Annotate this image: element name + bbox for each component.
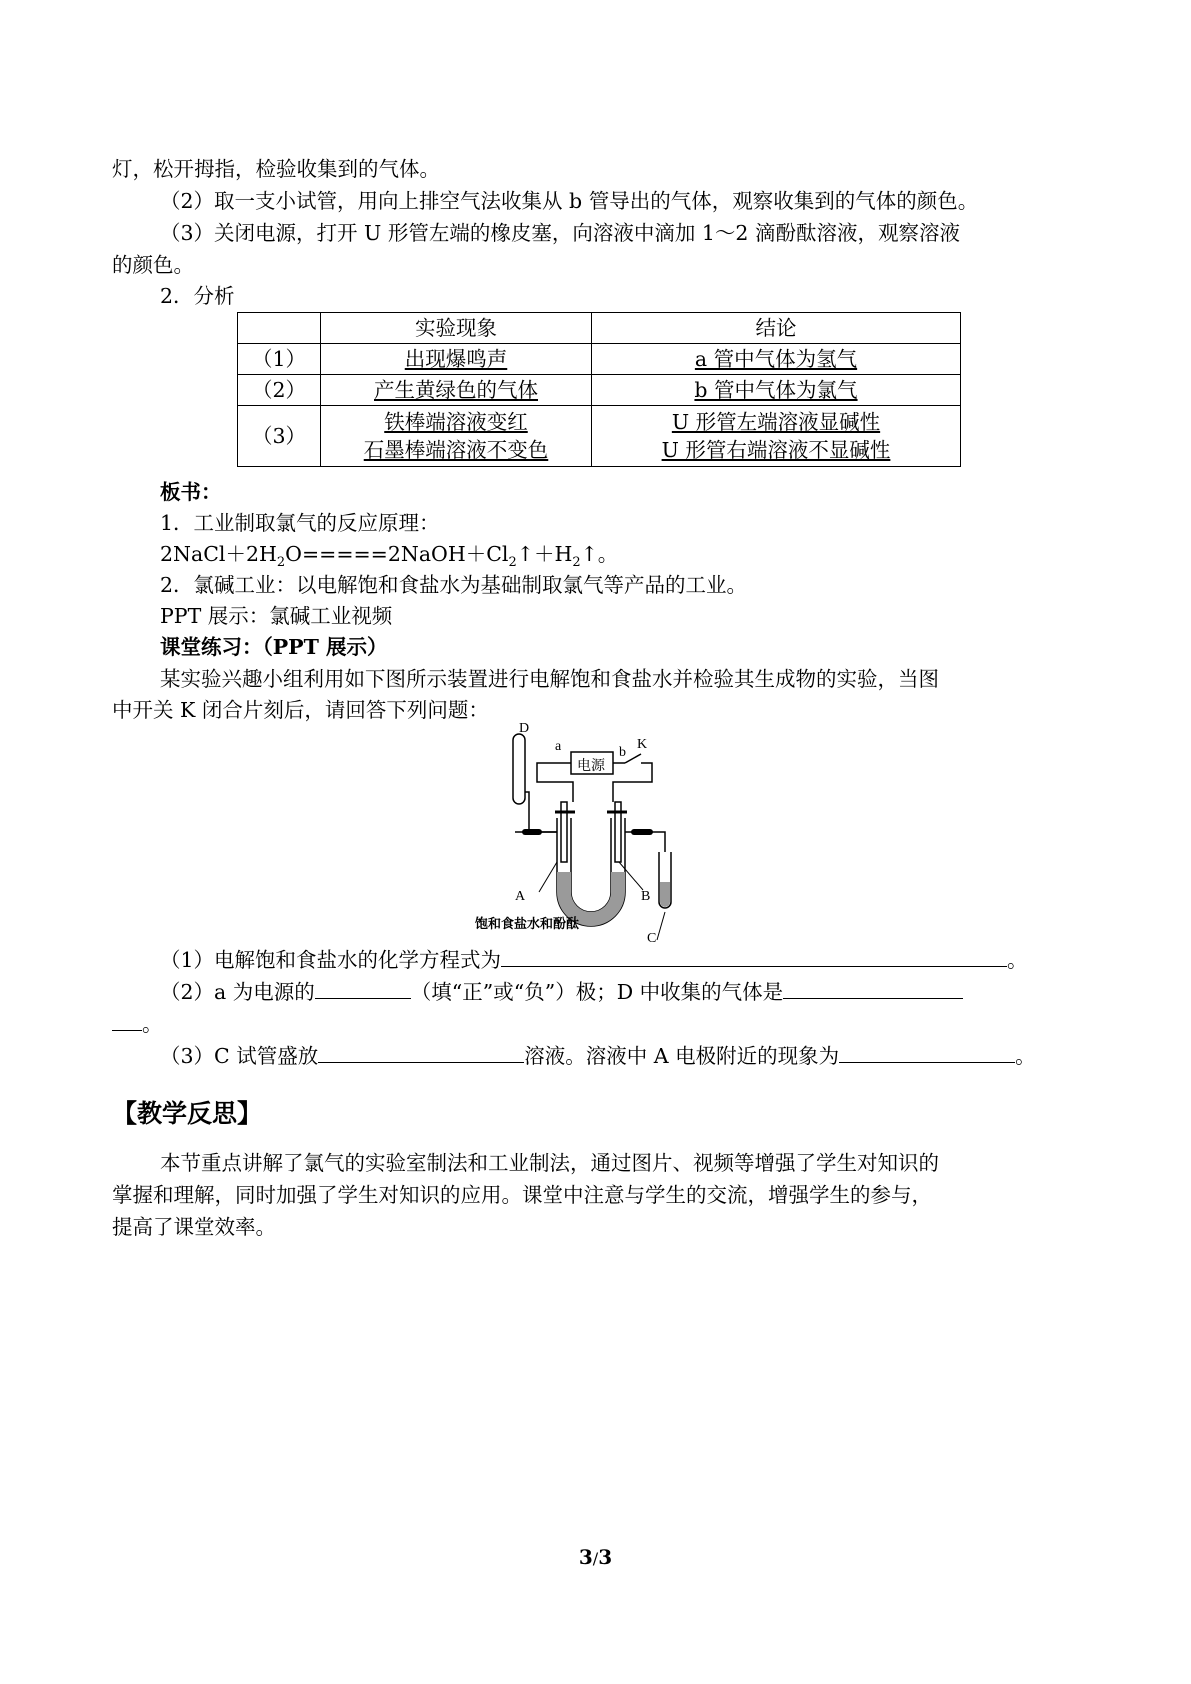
phenomenon-text: 出现爆鸣声 — [404, 347, 508, 371]
phenomenon-text: 石墨棒端溶液不变色 — [363, 438, 549, 462]
text-line: 掌握和理解，同时加强了学生对知识的应用。课堂中注意与学生的交流，增强学生的参与， — [112, 1183, 932, 1207]
conclusion-text: a 管中气体为氢气 — [694, 347, 858, 371]
label-electrode-a: A — [515, 889, 526, 904]
exercise-title: 课堂练习：（PPT 展示） — [160, 635, 388, 659]
conclusion-text: U 形管左端溶液显碱性 — [671, 410, 881, 434]
label-c: C — [647, 931, 657, 946]
text-line: 某实验兴趣小组利用如下图所示装置进行电解饱和食盐水并检验其生成物的实验，当图 — [160, 667, 939, 691]
table-header-cell — [238, 313, 321, 344]
text-line: （2）取一支小试管，用向上排空气法收集从 b 管导出的气体，观察收集到的气体的颜色。 — [160, 189, 979, 213]
label-a: a — [555, 739, 562, 754]
question-2: （2）a 为电源的 （填“正”或“负”）极；D 中收集的气体是 — [160, 976, 963, 1007]
tube-d — [513, 734, 525, 804]
conclusion-text: U 形管右端溶液不显碱性 — [661, 438, 891, 462]
phenomenon-text: 产生黄绿色的气体 — [374, 378, 538, 402]
text-line: PPT 展示：氯碱工业视频 — [160, 604, 393, 628]
table-row — [238, 375, 961, 406]
answer-blank[interactable] — [501, 944, 1007, 967]
power-label: 电源 — [577, 758, 605, 774]
text-line: 灯，松开拇指，检验收集到的气体。 — [112, 157, 440, 181]
table-row — [238, 406, 961, 467]
table-header-cell: 结论 — [592, 313, 961, 344]
label-electrode-b: B — [641, 889, 651, 904]
electrolysis-apparatus-diagram — [475, 721, 755, 946]
question-2-cont: 。 — [112, 1008, 163, 1039]
figure-caption: 饱和食盐水和酚酞 — [475, 917, 580, 932]
reflection-heading: 【教学反思】 — [112, 1099, 263, 1128]
reaction-equation: $2NaCl+2H_2O=====2NaOH+Cl_2↑+H_2↑$。 — [160, 542, 619, 571]
conclusion-text: b 管中气体为氯气 — [694, 378, 858, 402]
rubber-connector — [522, 829, 542, 835]
row-number: （1） — [238, 344, 321, 375]
text-line: 本节重点讲解了氯气的实验室制法和工业制法，通过图片、视频等增强了学生对知识的 — [160, 1151, 939, 1175]
switch-k — [625, 754, 641, 763]
section-heading: 2．分析 — [160, 284, 235, 308]
text-line: 中开关 K 闭合片刻后，请回答下列问题： — [112, 698, 489, 722]
answer-blank[interactable] — [839, 1040, 1015, 1063]
question-3: （3）C 试管盛放 溶液。溶液中 A 电极附近的现象为 。 — [160, 1040, 1036, 1071]
text-line: 提高了课堂效率。 — [112, 1215, 276, 1239]
text-line: （3）关闭电源，打开 U 形管左端的橡皮塞，向溶液中滴加 1～2 滴酚酞溶液，观察溶液 — [160, 221, 960, 245]
text-line: 的颜色。 — [112, 253, 194, 277]
table-header-cell: 实验现象 — [321, 313, 592, 344]
rubber-connector — [631, 829, 653, 835]
row-number: （3） — [238, 406, 321, 467]
label-b: b — [619, 745, 626, 760]
analysis-table — [237, 312, 961, 467]
answer-blank[interactable] — [318, 1040, 524, 1063]
text-line: 1．工业制取氯气的反应原理： — [160, 511, 440, 535]
table-header-row — [238, 313, 961, 344]
page-number: 3/3 — [578, 1545, 613, 1569]
table-row — [238, 344, 961, 375]
answer-blank[interactable] — [315, 976, 411, 999]
label-d: D — [519, 721, 530, 736]
board-title: 板书： — [160, 480, 222, 504]
label-k: K — [637, 737, 648, 752]
text-line: 2．氯碱工业：以电解饱和食盐水为基础制取氯气等产品的工业。 — [160, 573, 748, 597]
phenomenon-text: 铁棒端溶液变红 — [384, 410, 528, 434]
row-number: （2） — [238, 375, 321, 406]
answer-blank[interactable] — [783, 976, 963, 999]
question-1: （1）电解饱和食盐水的化学方程式为 。 — [160, 944, 1028, 975]
answer-blank[interactable] — [112, 1008, 142, 1031]
